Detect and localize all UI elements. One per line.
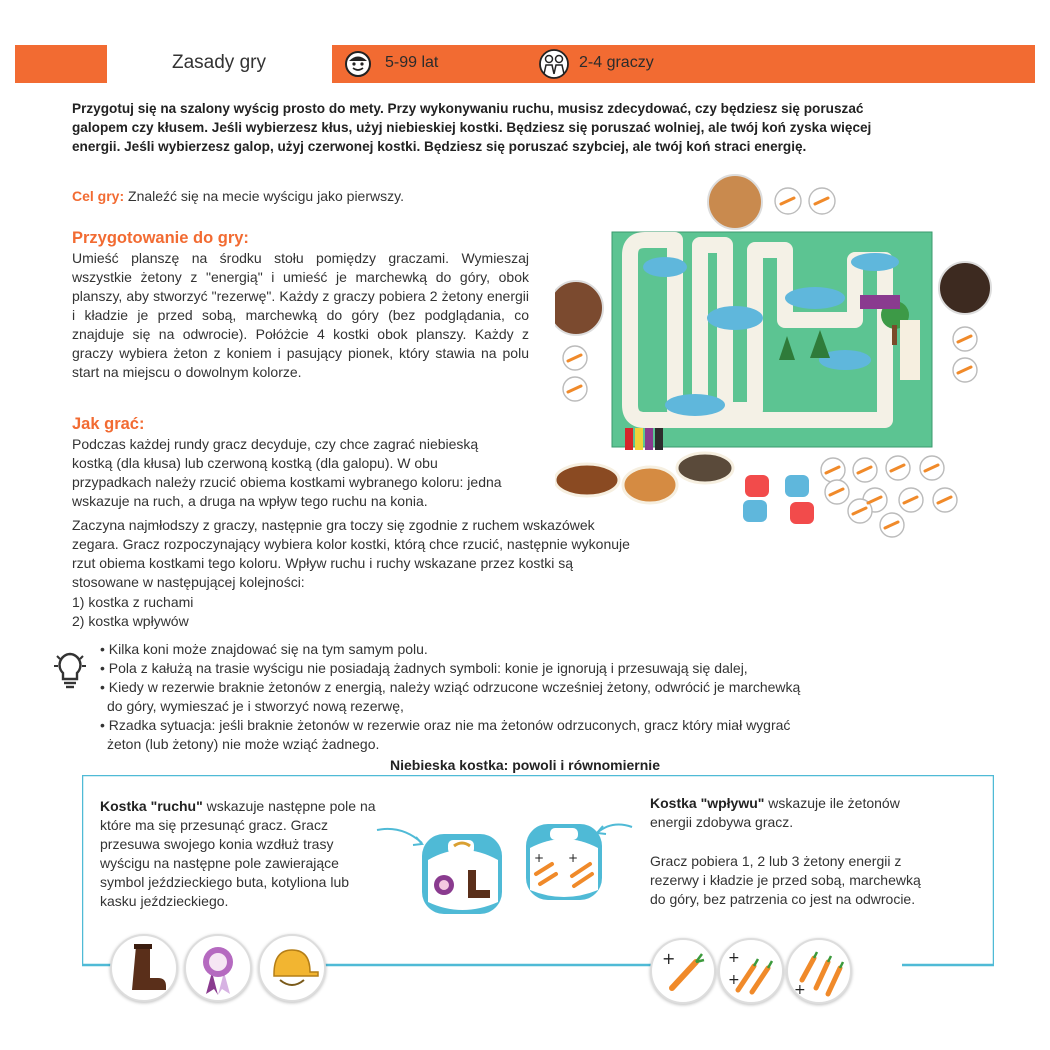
setup-paragraph: Umieść planszę na środku stołu pomiędzy graczami. Wymieszaj wszystkie żetony z "energią" i umieść je marchewką do góry, obok planszy, aby stworzyć "rezerwę". Każdy z graczy pobiera 2 żetony energii i kładzie je przed sobą, marchewką do góry (bez podglądania, co znajduje się na odwrocie). Połóżcie 4 kostki obok planszy. Każdy z graczy wybiera żeton z koniem i pasujący pionek, który stawia na polu start na miejscu o dowolnym kolorze. <box>72 250 529 380</box>
page-title: Zasady gry <box>172 52 266 73</box>
effect-die-illustration <box>522 820 606 904</box>
intro-paragraph: Przygotuj się na szalony wyścig prosto do mety. Przy wykonywaniu ruchu, musisz zdecydować, czy będziesz się poruszać galopem czy kłusem. Jeśli wybierzesz kłus, użyj niebieskiej kostki. Będziesz się poruszać wolniej, ale twój koń zyska więcej energii. Jeśli wybierzesz galop, użyj czerwonej kostki. Będziesz się poruszać szybciej, ale twój koń straci energię. <box>72 101 872 154</box>
svg-text:+: + <box>728 972 740 988</box>
players-icon <box>538 48 570 80</box>
carrot-tokens-cluster <box>555 170 1005 550</box>
move-die-illustration <box>418 830 506 918</box>
lightbulb-icon <box>50 648 90 692</box>
one-carrot-token-icon <box>650 938 716 1004</box>
goal-line <box>72 187 572 206</box>
goal-text: Znaleźć się na mecie wyścigu jako pierwszy. <box>124 188 404 204</box>
howto-heading: Jak grać: <box>72 415 145 433</box>
boot-icon <box>110 934 178 1002</box>
header-left-bar <box>15 45 107 83</box>
tip-4-cont: żeton (lub żetony) nie może wziąć żadnego. <box>107 736 380 752</box>
three-carrots-token-icon <box>786 938 852 1004</box>
blue-dice-title: Niebieska kostka: powoli i równomiernie <box>390 757 660 773</box>
rosette-icon <box>184 934 252 1002</box>
effect-die-text-2: Gracz pobiera 1, 2 lub 3 żetony energii z rezerwy i kładzie je przed sobą, marchewką do góry, bez patrzenia co jest na odwrocie. <box>650 853 921 907</box>
move-die-label: Kostka "ruchu" <box>100 798 203 814</box>
howto-paragraph-2: Zaczyna najmłodszy z graczy, następnie gra toczy się zgodnie z ruchem wskazówek zegara. Gracz rozpoczynający wybiera kolor kostki, którą chce rzucić, następnie wykonuje rzut obiema kostkami tego koloru. Wpływ ruchu i ruchy wskazane przez kostki są stosowane w następującej kolejności: <box>72 517 630 590</box>
move-die-description: wskazuje następne pole na które ma się przesunąć gracz. Gracz przesuwa swojego konia wzdłuż trasy wyścigu na następne pole zawierające symbol jeździeckiego buta, kotyliona lub kasku jeździeckiego. <box>100 798 376 909</box>
svg-text:+: + <box>794 982 806 998</box>
effect-die-text <box>650 794 940 832</box>
tips-list <box>100 640 860 754</box>
age-range: 5-99 lat <box>385 54 439 71</box>
player-count: 2-4 graczy <box>579 54 654 71</box>
helmet-icon <box>258 934 326 1002</box>
tip-2: • Pola z kałużą na trasie wyścigu nie posiadają żadnych symboli: konie je ignorują i przesuwają się dalej, <box>100 660 748 676</box>
goal-label: Cel gry: <box>72 188 125 204</box>
svg-text:+: + <box>534 851 545 865</box>
move-die-text <box>100 797 380 911</box>
effect-die-description: wskazuje ile żetonów energii zdobywa gracz. <box>650 795 900 830</box>
child-face-icon <box>344 50 372 78</box>
order-item-1: 1) kostka z ruchami <box>72 594 194 610</box>
svg-text:+: + <box>568 851 579 865</box>
tip-3-cont: do góry, wymieszać je i stworzyć nową rezerwę, <box>107 698 404 714</box>
tip-4: • Rzadka sytuacja: jeśli braknie żetonów w rezerwie oraz nie ma żetonów odrzuconych, gracz który miał wygrać <box>100 717 791 733</box>
effect-die-label: Kostka "wpływu" <box>650 795 765 811</box>
order-item-2: 2) kostka wpływów <box>72 613 189 629</box>
howto-paragraph-1: Podczas każdej rundy gracz decyduje, czy chce zagrać niebieską kostką (dla kłusa) lub czerwoną kostką (dla galopu). W obu przypadkach należy rzucić obiema kostkami wybranego koloru: jedna wskazuje na ruch, a druga na wpływ tego ruchu na konia. <box>72 436 502 509</box>
tip-3: • Kiedy w rezerwie braknie żetonów z energią, należy wziąć odrzucone wcześniej żetony, odwrócić je marchewką <box>100 679 801 695</box>
tip-1: • Kilka koni może znajdować się na tym samym polu. <box>100 641 428 657</box>
svg-text:+: + <box>728 950 740 966</box>
svg-text:+: + <box>662 949 676 968</box>
setup-heading: Przygotowanie do gry: <box>72 229 249 247</box>
two-carrots-token-icon <box>718 938 784 1004</box>
